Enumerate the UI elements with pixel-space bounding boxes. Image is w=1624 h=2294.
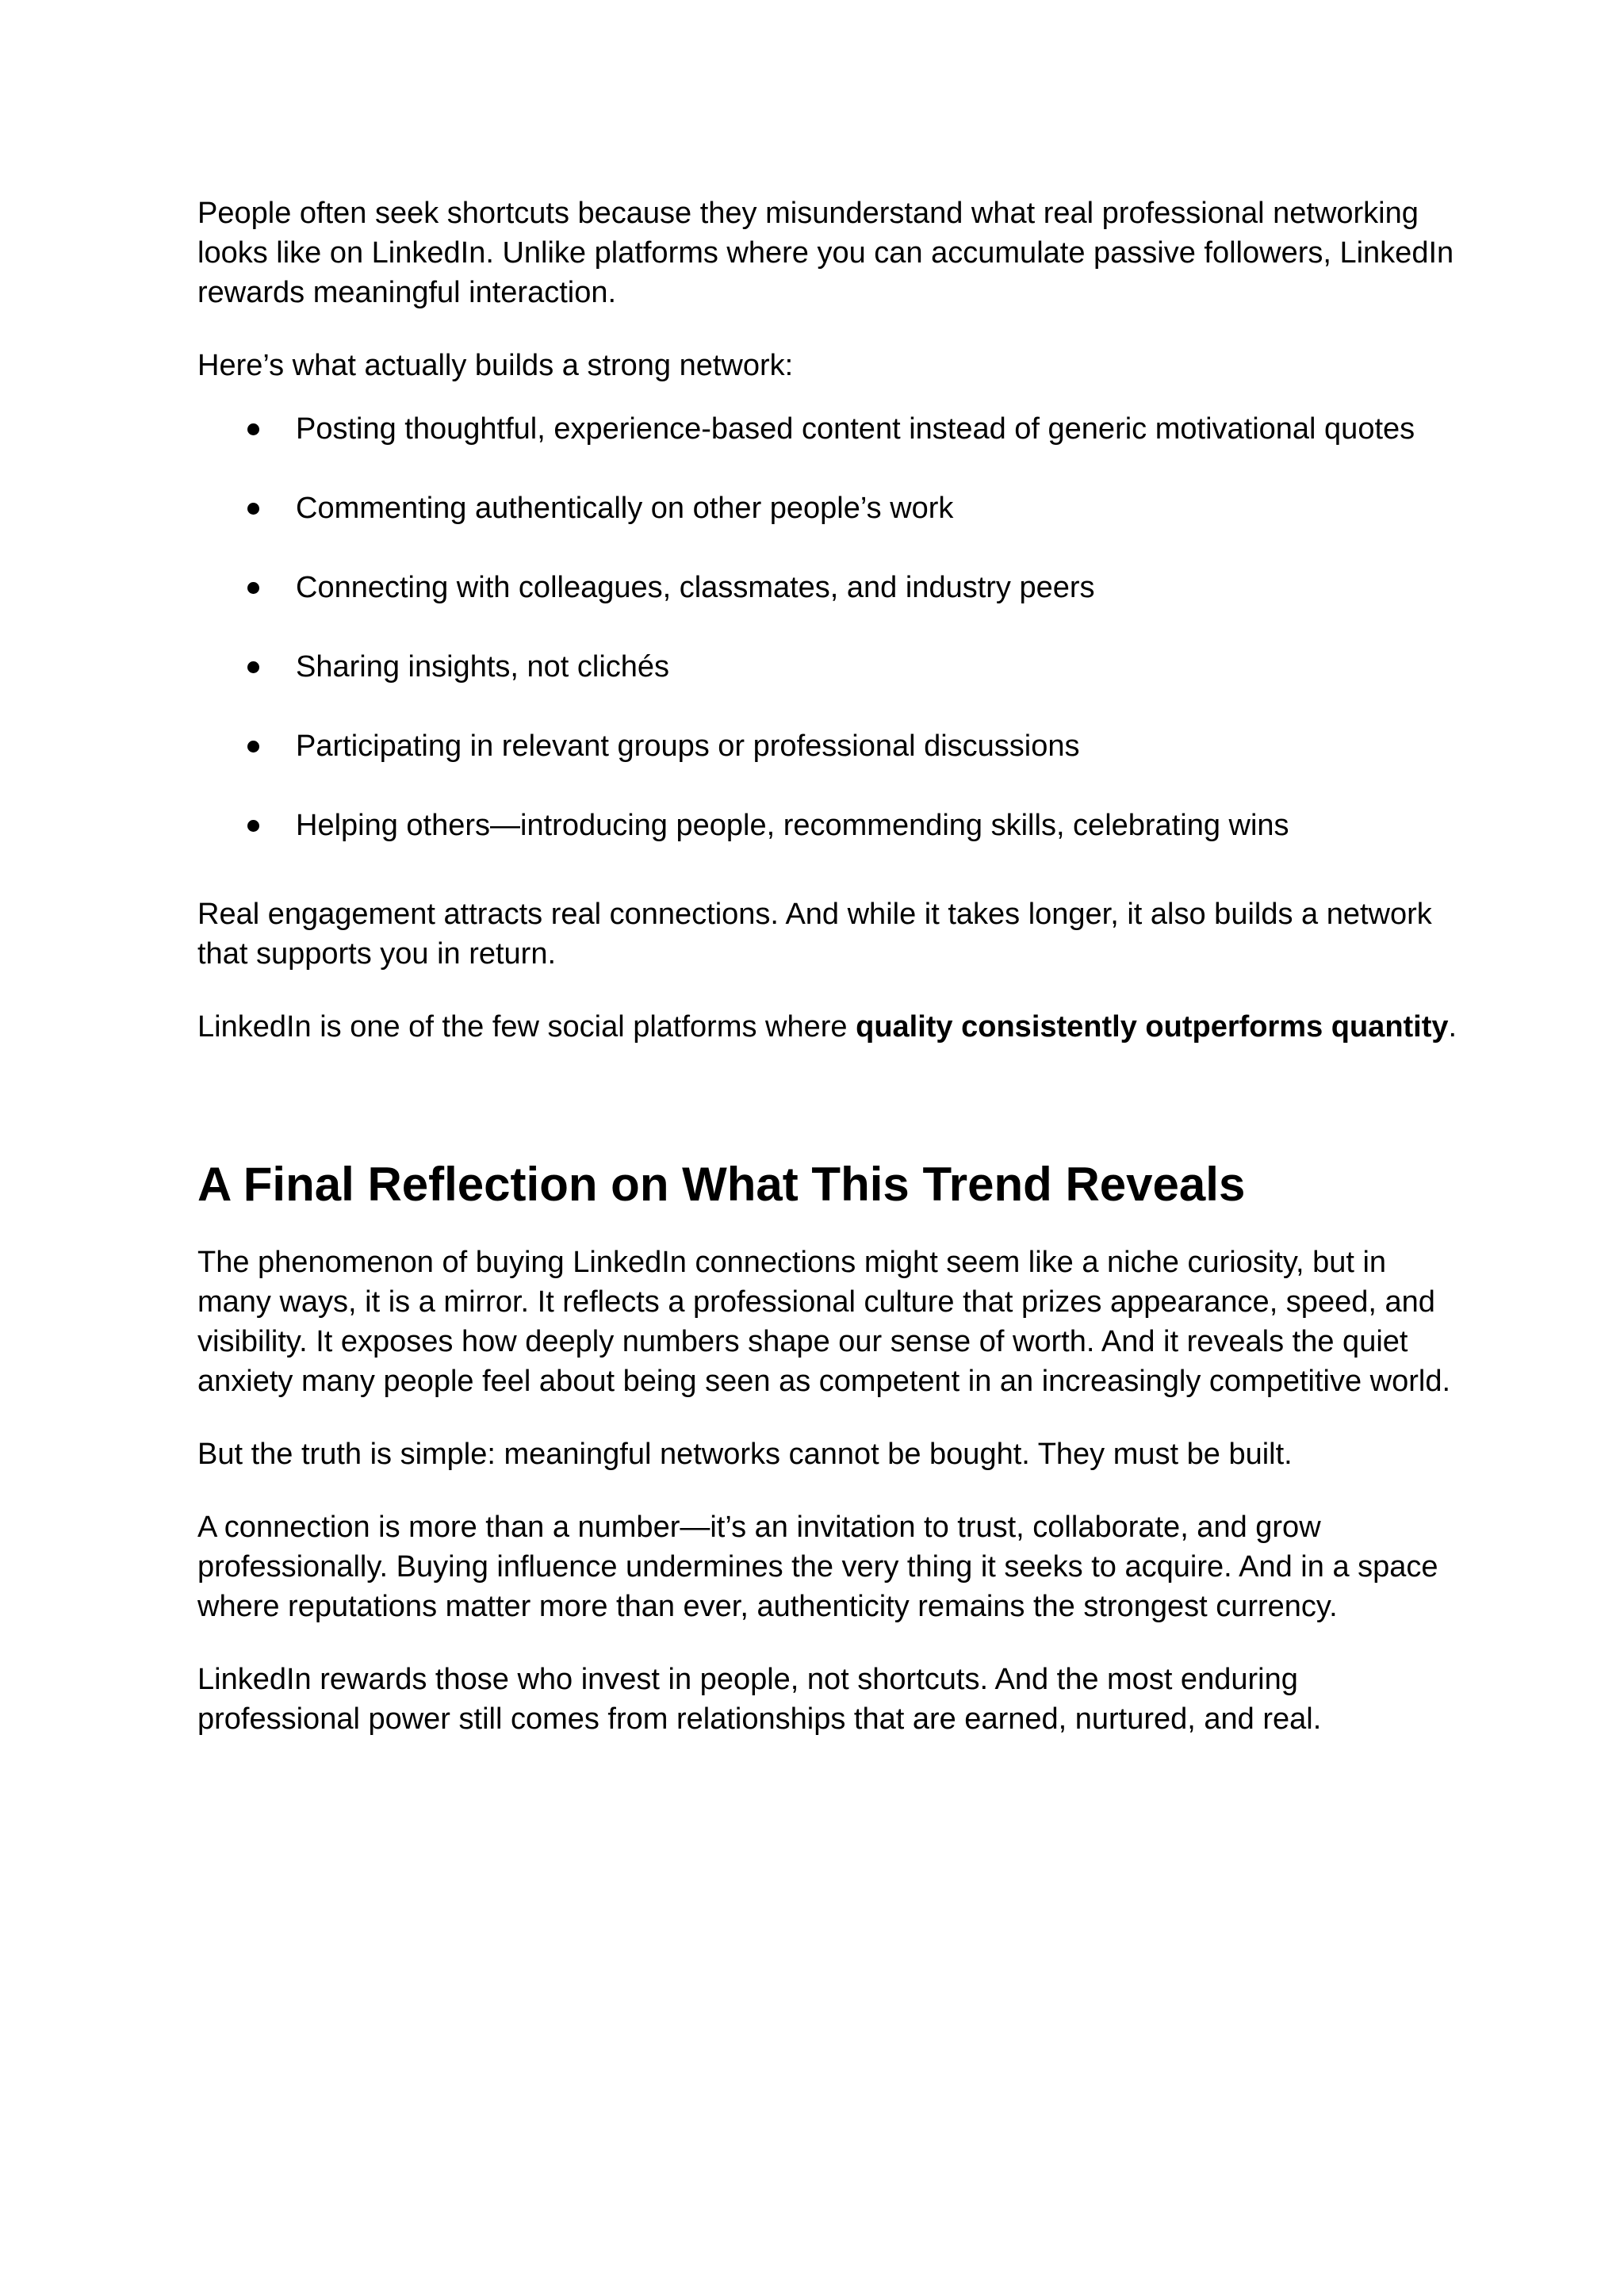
quality-bold-text: quality consistently outperforms quantity xyxy=(856,1010,1449,1044)
document-page xyxy=(197,193,1466,1772)
reflection-paragraph: LinkedIn rewards those who invest in people, not shortcuts. And the most enduring professional power still comes from relationships that are earned, nurtured, and real. xyxy=(197,1663,1322,1736)
list-item-text: Participating in relevant groups or professional discussions xyxy=(296,730,1080,763)
lead-paragraph: Here’s what actually builds a strong network: xyxy=(197,349,794,382)
bullet-icon xyxy=(247,582,259,594)
list-item-text: Sharing insights, not clichés xyxy=(296,650,670,684)
reflection-paragraph: The phenomenon of buying LinkedIn connections might seem like a niche curiosity, but in many ways, it is a mirror. It reflects a professional culture that prizes appearance, speed, and visibility. It exposes how deeply numbers shape our sense of worth. And it reveals the quiet anxiety many people feel about being seen as competent in an increasingly competitive world. xyxy=(197,1246,1451,1398)
list-item xyxy=(197,409,1466,449)
list-item xyxy=(197,726,1466,766)
bullet-icon xyxy=(247,423,259,435)
intro-paragraph: People often seek shortcuts because they misunderstand what real professional networking looks like on LinkedIn. Unlike platforms where you can accumulate passive followers, LinkedIn rewards meaningful interaction. xyxy=(197,197,1454,309)
bullet-icon xyxy=(247,661,259,673)
quality-text-end: . xyxy=(1448,1010,1457,1044)
bullet-icon xyxy=(247,741,259,753)
bullet-icon xyxy=(247,503,259,515)
reflection-paragraph: But the truth is simple: meaningful networks cannot be bought. They must be built. xyxy=(197,1438,1293,1471)
network-tips-list xyxy=(197,409,1466,845)
engagement-paragraph: Real engagement attracts real connections. And while it takes longer, it also builds a network that supports you in return. xyxy=(197,898,1432,971)
list-item xyxy=(197,647,1466,687)
list-item xyxy=(197,488,1466,528)
bullet-icon xyxy=(247,820,259,832)
quality-paragraph xyxy=(197,1007,1466,1047)
section-heading: A Final Reflection on What This Trend Reveals xyxy=(197,1158,1246,1211)
list-item-text: Commenting authentically on other people’s work xyxy=(296,492,954,525)
list-item-text: Connecting with colleagues, classmates, and industry peers xyxy=(296,571,1095,604)
quality-text-start: LinkedIn is one of the few social platforms where xyxy=(197,1010,856,1044)
list-item xyxy=(197,806,1466,845)
reflection-paragraph: A connection is more than a number—it’s an invitation to trust, collaborate, and grow professionally. Buying influence undermines the very thing it seeks to acquire. And in a space where reputations matter more than ever, authenticity remains the strongest currency. xyxy=(197,1511,1438,1623)
list-item-text: Posting thoughtful, experience-based content instead of generic motivational quotes xyxy=(296,412,1415,446)
list-item xyxy=(197,568,1466,607)
list-item-text: Helping others—introducing people, recommending skills, celebrating wins xyxy=(296,809,1289,842)
